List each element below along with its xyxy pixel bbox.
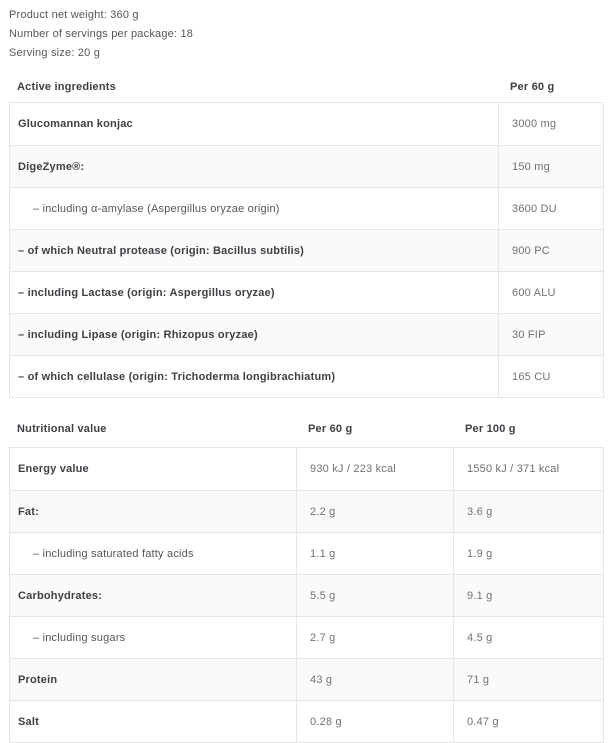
row-value-per60: 2.2 g [296,491,453,532]
row-value-per100: 3.6 g [453,491,603,532]
active-ingredients-title: Active ingredients [17,81,116,93]
active-ingredients-col-per60: Per 60 g [510,81,555,93]
row-value-per100: 4.5 g [453,617,603,658]
table-row [10,187,603,229]
row-value-per60: 150 mg [498,146,603,187]
row-value-per60: 3000 mg [498,103,603,145]
row-value-per100: 0.47 g [453,701,603,742]
row-label: Salt [18,715,39,728]
row-value-per60: 43 g [296,659,453,700]
table-row [10,448,603,490]
row-value-per60: 600 ALU [498,272,603,313]
nutrition-facts-panel [9,0,604,743]
table-row [10,103,603,145]
nutritional-value-title: Nutritional value [17,423,107,435]
servings-per-package: Number of servings per package: 18 [9,28,194,40]
active-ingredients-table [9,102,604,398]
row-label: Carbohydrates: [18,589,103,602]
row-label: Energy value [18,463,89,475]
table-row [10,490,603,532]
row-label: – including sugars [33,631,126,644]
row-label: – of which cellulase (origin: Trichoderma longibrachiatum) [18,370,336,383]
table-row [10,574,603,616]
table-row [10,313,603,355]
row-value-per60: 930 kJ / 223 kcal [296,448,453,490]
nutritional-value-col-per100: Per 100 g [465,423,516,435]
row-label: DigeZyme®: [18,160,85,173]
row-label: Protein [18,673,58,686]
row-value-per100: 1550 kJ / 371 kcal [453,448,603,490]
product-info [9,6,604,63]
product-net-weight: Product net weight: 360 g [9,9,139,21]
nutritional-value-col-per60: Per 60 g [308,423,353,435]
row-value-per100: 1.9 g [453,533,603,574]
row-value-per60: 5.5 g [296,575,453,616]
row-value-per60: 900 PC [498,230,603,271]
table-row [10,532,603,574]
active-ingredients-header [9,72,604,102]
table-row [10,229,603,271]
nutritional-value-header [9,411,604,447]
row-value-per60: 1.1 g [296,533,453,574]
table-row [10,355,603,397]
nutritional-value-table [9,447,604,743]
row-value-per60: 165 CU [498,356,603,397]
row-label: – including saturated fatty acids [33,547,194,560]
row-label: – of which Neutral protease (origin: Bacillus subtilis) [18,244,305,257]
row-value-per60: 3600 DU [498,188,603,229]
table-row [10,145,603,187]
table-row [10,616,603,658]
row-label: – including α-amylase (Aspergillus oryzae origin) [33,202,280,215]
row-label: – including Lipase (origin: Rhizopus oryzae) [18,328,258,341]
row-value-per60: 30 FIP [498,314,603,355]
row-label: Glucomannan konjac [18,118,133,130]
row-label: Fat: [18,505,39,518]
table-row [10,271,603,313]
row-value-per60: 0.28 g [296,701,453,742]
row-value-per100: 71 g [453,659,603,700]
row-label: – including Lactase (origin: Aspergillus oryzae) [18,286,275,299]
table-row [10,658,603,700]
row-value-per60: 2.7 g [296,617,453,658]
row-value-per100: 9.1 g [453,575,603,616]
serving-size: Serving size: 20 g [9,47,101,59]
table-row [10,700,603,742]
